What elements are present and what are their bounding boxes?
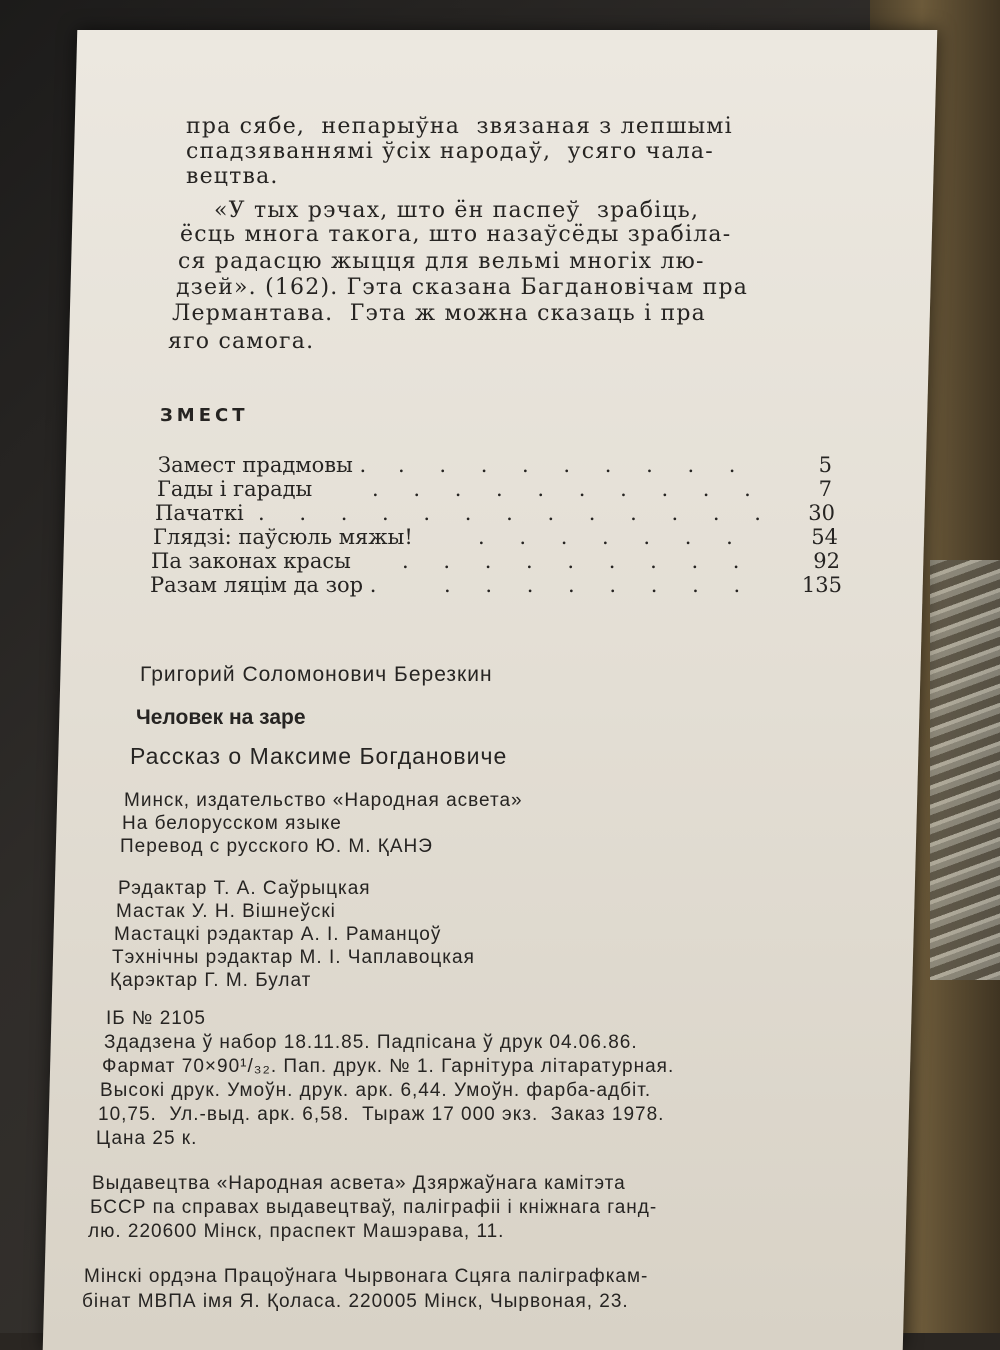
body-line: ёсць многа такога, што назаўсёды зрабіла- (180, 222, 732, 247)
toc-item-title: Глядзі: паўсюль мяжы! (153, 525, 413, 549)
tech-line: 10,75. Ул.-выд. арк. 6,58. Тыраж 17 000 экз. Заказ 1978. (98, 1104, 665, 1125)
publisher-block-line: Выдавецтва «Народная асвета» Дзяржаўнага камітэта (92, 1173, 626, 1194)
credit-line: Тэхнічны рэдактар М. І. Чаплавоцкая (112, 947, 475, 968)
toc-heading: ЗМЕСТ (160, 405, 249, 426)
translation-line: Перевод с русского Ю. М. ҚАНЭ (120, 836, 433, 857)
body-line: ся радасцю жыцця для вельмі многіх лю- (178, 249, 705, 274)
toc-item-page: 5 (818, 453, 832, 477)
tech-line: ІБ № 2105 (106, 1008, 206, 1029)
credit-line: Мастак У. Н. Вішнеўскі (116, 901, 336, 922)
body-line: яго самога. (168, 329, 315, 354)
body-line: «У тых рэчах, што ён паспеў зрабіць, (214, 198, 700, 223)
book-subtitle: Рассказ о Максиме Богдановиче (130, 743, 508, 769)
publisher-block-line: БССР па справах выдавецтваў, паліграфіі і кніжнага ганд- (90, 1197, 658, 1218)
toc-item (0, 453, 1000, 477)
tech-line: Высокі друк. Умоўн. друк. арк. 6,44. Умоўн. фарба-адбіт. (100, 1080, 652, 1101)
toc-item (0, 525, 1000, 549)
toc-item-page: 54 (811, 525, 838, 549)
body-line: пра сябе, непарыўна звязаная з лепшымі (186, 114, 733, 139)
toc-item-title: Па законах красы (151, 549, 351, 573)
publisher-line: Минск, издательство «Народная асвета» (124, 790, 523, 811)
tech-line: Здадзена ў набор 18.11.85. Падпісана ў друк 04.06.86. (104, 1032, 638, 1053)
toc-leader: . . . . . . . (478, 525, 747, 549)
toc-item (0, 573, 1000, 597)
author-name: Григорий Соломонович Березкин (140, 663, 493, 686)
toc-item-page: 135 (801, 573, 842, 597)
toc-item-page: 92 (813, 549, 840, 573)
toc-item-page: 7 (818, 477, 832, 501)
toc-leader: . . . . . . . . . . . . . (258, 501, 775, 525)
toc-leader: . . . . . . . . . . (372, 477, 765, 501)
body-line: вецтва. (186, 164, 279, 189)
toc-item (0, 549, 1000, 573)
language-line: На белорусском языке (122, 813, 342, 834)
toc-item-page: 30 (808, 501, 835, 525)
printer-block-line: бінат МВПА імя Я. Қоласа. 220005 Мінск, Чырвоная, 23. (82, 1291, 629, 1312)
toc-item (0, 501, 1000, 525)
publisher-block-line: лю. 220600 Мінск, праспект Машэрава, 11. (88, 1221, 505, 1242)
body-line: спадзяваннямі ўсіх народаў, усяго чала- (186, 139, 714, 164)
book-title: Человек на заре (136, 706, 306, 729)
toc-leader: . . . . . . . . (444, 573, 755, 597)
toc-item-title: Разам ляцім да зор . (150, 573, 377, 597)
toc-item-title: Замест прадмовы . (158, 453, 367, 477)
toc-item (0, 477, 1000, 501)
toc-item-title: Пачаткі (155, 501, 244, 525)
credit-line: Мастацкі рэдактар А. І. Раманцоў (114, 924, 442, 945)
tech-line: Фармат 70×90¹/₃₂. Пап. друк. № 1. Гарнітура літаратурная. (102, 1056, 675, 1077)
credit-line: Қарэктар Г. М. Булат (110, 970, 312, 991)
toc-item-title: Гады і гарады (157, 477, 313, 501)
toc-leader: . . . . . . . . . (402, 549, 754, 573)
tech-line: Цана 25 к. (96, 1128, 198, 1149)
printer-block-line: Мінскі ордэна Працоўнага Чырвонага Сцяга паліграфкам- (84, 1266, 649, 1287)
toc-leader: . . . . . . . . . (398, 453, 750, 477)
credit-line: Рэдактар Т. А. Саўрыцкая (118, 878, 371, 899)
body-line: Лермантава. Гэта ж можна сказаць і пра (172, 301, 707, 326)
body-line: дзей». (162). Гэта сказана Багдановічам пра (176, 275, 749, 300)
